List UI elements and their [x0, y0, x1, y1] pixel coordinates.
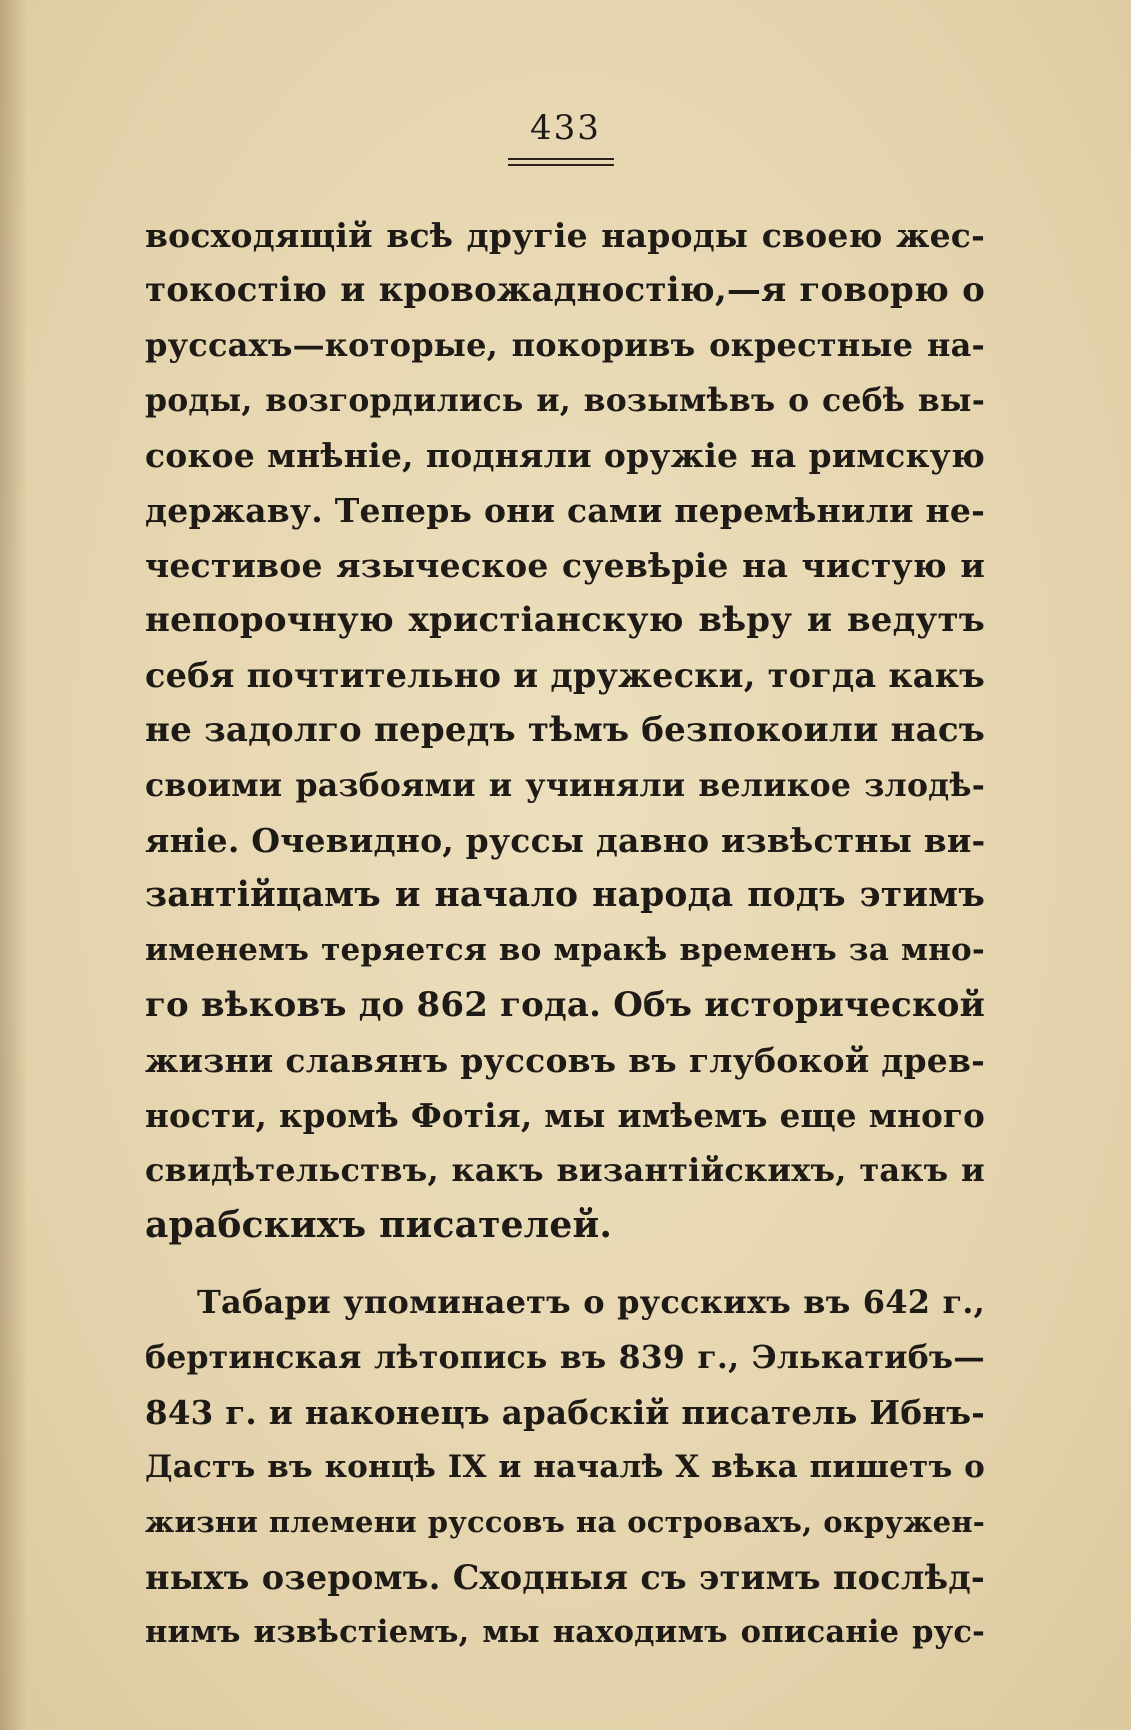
- text-line: Дастъ въ концѣ IX и началѣ X вѣка пишетъ о: [145, 1449, 985, 1485]
- text-line: яніе. Очевидно, руссы давно извѣстны ви-: [145, 821, 986, 860]
- body-text: [145, 208, 985, 1660]
- text-line: себя почтительно и дружески, тогда какъ: [145, 656, 985, 695]
- text-line: сокое мнѣніе, подняли оружіе на римскую: [145, 436, 985, 475]
- text-line: непорочную христіанскую вѣру и ведутъ: [145, 600, 985, 640]
- text-line: своими разбоями и учиняли великое злодѣ-: [145, 767, 985, 804]
- text-line: жизни племени руссовъ на островахъ, окружен-: [145, 1505, 985, 1539]
- page-number-underline-second: [508, 164, 614, 166]
- text-line: восходящій всѣ другіе народы своею жес-: [145, 216, 985, 255]
- text-line: го вѣковъ до 862 года. Объ исторической: [145, 985, 985, 1025]
- text-line: державу. Теперь они сами перемѣнили не-: [145, 491, 985, 530]
- paragraph-1: [145, 208, 985, 1253]
- text-line: зантійцамъ и начало народа подъ этимъ: [145, 875, 985, 915]
- text-line: токостію и кровожадностію,—я говорю о: [145, 270, 985, 310]
- text-line: именемъ теряется во мракѣ временъ за мно-: [145, 932, 985, 968]
- text-line: нимъ извѣстіемъ, мы находимъ описаніе рус-: [145, 1614, 985, 1650]
- page-number: 433: [530, 108, 601, 148]
- paragraph-gap: [145, 1253, 985, 1275]
- text-line: жизни славянъ руссовъ въ глубокой древ-: [145, 1041, 985, 1080]
- text-line: бертинская лѣтопись въ 839 г., Элькатибъ—: [145, 1339, 985, 1376]
- text-line: Табари упоминаетъ о русскихъ въ 642 г.,: [197, 1283, 985, 1321]
- text-line: ности, кромѣ Фотія, мы имѣемъ еще много: [145, 1096, 985, 1135]
- page-number-underline: [508, 158, 614, 160]
- text-line: не задолго передъ тѣмъ безпокоили насъ: [145, 710, 986, 750]
- text-line: 843 г. и наконецъ арабскій писатель Ибнъ-: [145, 1393, 985, 1432]
- text-line: арабскихъ писателей.: [145, 1204, 613, 1246]
- text-line: свидѣтельствъ, какъ византійскихъ, такъ и: [145, 1151, 985, 1189]
- text-line: честивое языческое суевѣріе на чистую и: [145, 546, 985, 585]
- binding-shadow: [0, 0, 28, 1730]
- text-line: руссахъ—которые, покоривъ окрестные на-: [145, 326, 985, 364]
- paragraph-2: [145, 1275, 985, 1660]
- text-line: роды, возгордились и, возымѣвъ о себѣ вы-: [145, 382, 985, 419]
- text-line: ныхъ озеромъ. Сходныя съ этимъ послѣд-: [145, 1558, 985, 1597]
